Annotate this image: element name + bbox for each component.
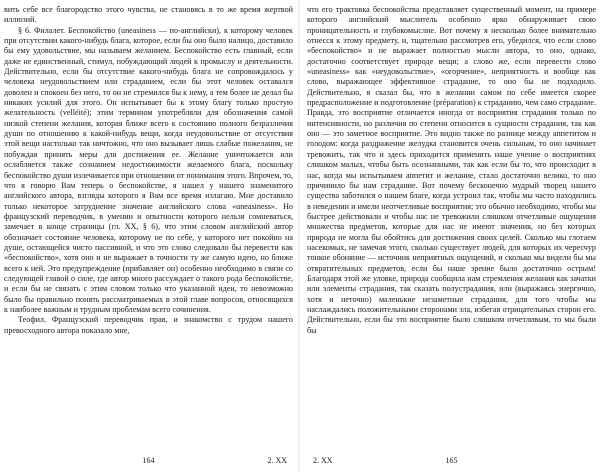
page-number: 164 (142, 456, 155, 465)
paragraph: вить себе все благородство этого чувства, не становясь в то же время жертвой иллюзий. (4, 5, 293, 25)
right-page-footer (307, 456, 596, 466)
paragraph: что его трактовка беспокойства представляет существенный момент, на примере которого английский мыслитель особенно ярко обнаруживает свою проницательность и глубокомыслие. Вот почему я несколько более внимательно отнесся к этому предмету, и, тщательно рассмотрев его, убедился, что если слово «беспокойство» и не выражает полностью мысли автора, то оно, однако, достаточно соответствует природе вещи; а слово же, если перевести слово «uneasiness» как «неудовольствие», «огорчение», неприятность и вообще как слово, выражающее эффективное страдание, то оно бы не подходило. Действительно, я сказал бы, что в желании самом по себе имеется скорее предрасположение и подготовление (préparation) к страданию, чем само страдание. Правда, это восприятие отличается иногда от восприятия страдания только по интенсивности, но различия по степени относится к сущности страдания, так как оно — это заметное восприятие. Это видно также по разнице между аппетитом и голодом: когда раздражение желудка становится очень сильным, то оно начинает тревожить, так что и здесь приходится применить наше учение о восприятиях слишком малых, чтобы быть осознанными, так как если бы то, что происходит в нас, когда мы испытываем аппетит и желание, стало достаточно велико, то оно причинило бы нам страдание. Вот почему бесконечно мудрый творец нашего существа заботился о нашем благе, когда устроил так, чтобы мы часто находились в неведении и имели неотчетливые восприятия; это обычно необходимо, чтобы мы быстрее действовали и чтобы нас не тревожили слишком отчетливые ощущения множества предметов, которые для нас не имеют значения, но без которых природа не могла бы обойтись для достижения своих целей. Сколько мы глотаем насекомых, не замечая этого, сколько существует людей, для которых их чересчур тонкое обоняние — источник неприятных ощущений, и сколько мы видели бы мы отвратительных предметов, если бы наше зрение было достаточно острым! Благодаря этой же уловке, природа сообщила нам стремления желания как зачатки или элементы страдания, так сказать полустрадания, или (выражаясь энергично, хотя и неточно) маленькие незаметные страдания, для того чтобы мы наслаждались положительными сторонами зла, избегая отрицательных сторон его. Действительно, если бы это восприятие было слишком отчетливым, то мы были бы (307, 5, 596, 335)
book-gutter (298, 0, 300, 472)
right-page-text (307, 5, 596, 336)
chapter-signature: 2. XX (313, 456, 333, 465)
page-number: 165 (445, 456, 458, 465)
left-page-footer (4, 456, 293, 466)
left-page (4, 5, 293, 470)
left-page-text (4, 5, 293, 336)
paragraph: Теофил. Французский переводчик прав, и знакомство с трудом нашего превосходного автора показало мне, (4, 315, 293, 335)
paragraph: § 6. Филалет. Беспокойство (uneasiness — по-английски), к которому человек при отсутствии какого-нибудь блага, которое, если бы оно было налицо, доставило бы ему удовольствие, мы называем желанием. Беспокойство есть главный, если даже не единственный, стимул, побуждающий людей к промыслу и деятельности. Действительно, если бы отсутствие какого-нибудь блага не сопровождалось у человека неудовольствием или страданием, если бы этот человек оставался доволен и спокоен без него, то он не стремился бы к нему, а тем более не делал бы никаких усилий для этого. Он испытывает бы к этому благу только простую желательность (velléité); этим термином употребляли для обозначения самой низкой степени желания, которая ближе всего к состоянию полного безразличия души по отношению к какой-нибудь вещи, когда неудовольствие от отсутствия этой вещи настолько так ничтожно, что оно вызывает лишь слабые пожелания, не побуждая принять меры для достижения ее. Желание уничтожается или ослабляется также сознанием недостижимости желаемого блага, поскольку беспокойство души излечивается при отношении от понимания этого. Впрочем, то, что я говорю Вам теперь о беспокойстве, я нашел у нашего знаменитого английского автора, взгляды которого я Вам все время излагаю. Мне доставило только некоторое затруднение значение английского слова «uneasiness». Но французский переводчик, в умении и опытности которого нельзя сомневаться, замечает в конце страницы (гл. XX, § 6), что этим словом английский автор обозначает состояние человека, которому не по себе, у которого нет покойно на душе, остающейся чисто пассивной, и что это слово следовало бы перевести как «беспокойство», хотя оно и не выражает в точности ту же самую идею, но ближе всего к ней. Это предупреждение (прибавляет он) особенно необходимо в связи со следующей главой о силе, где автор много рассуждает о такого рода беспокойстве, и если бы не связать с этим словом только что указанной идеи, то невозможно было бы правильно понять рассматриваемых в этой главе вопросов, относящихся к наиболее важным и трудным проблемам всего сочинения. (4, 25, 293, 314)
right-page (307, 5, 596, 470)
chapter-signature: 2. XX (267, 456, 287, 465)
